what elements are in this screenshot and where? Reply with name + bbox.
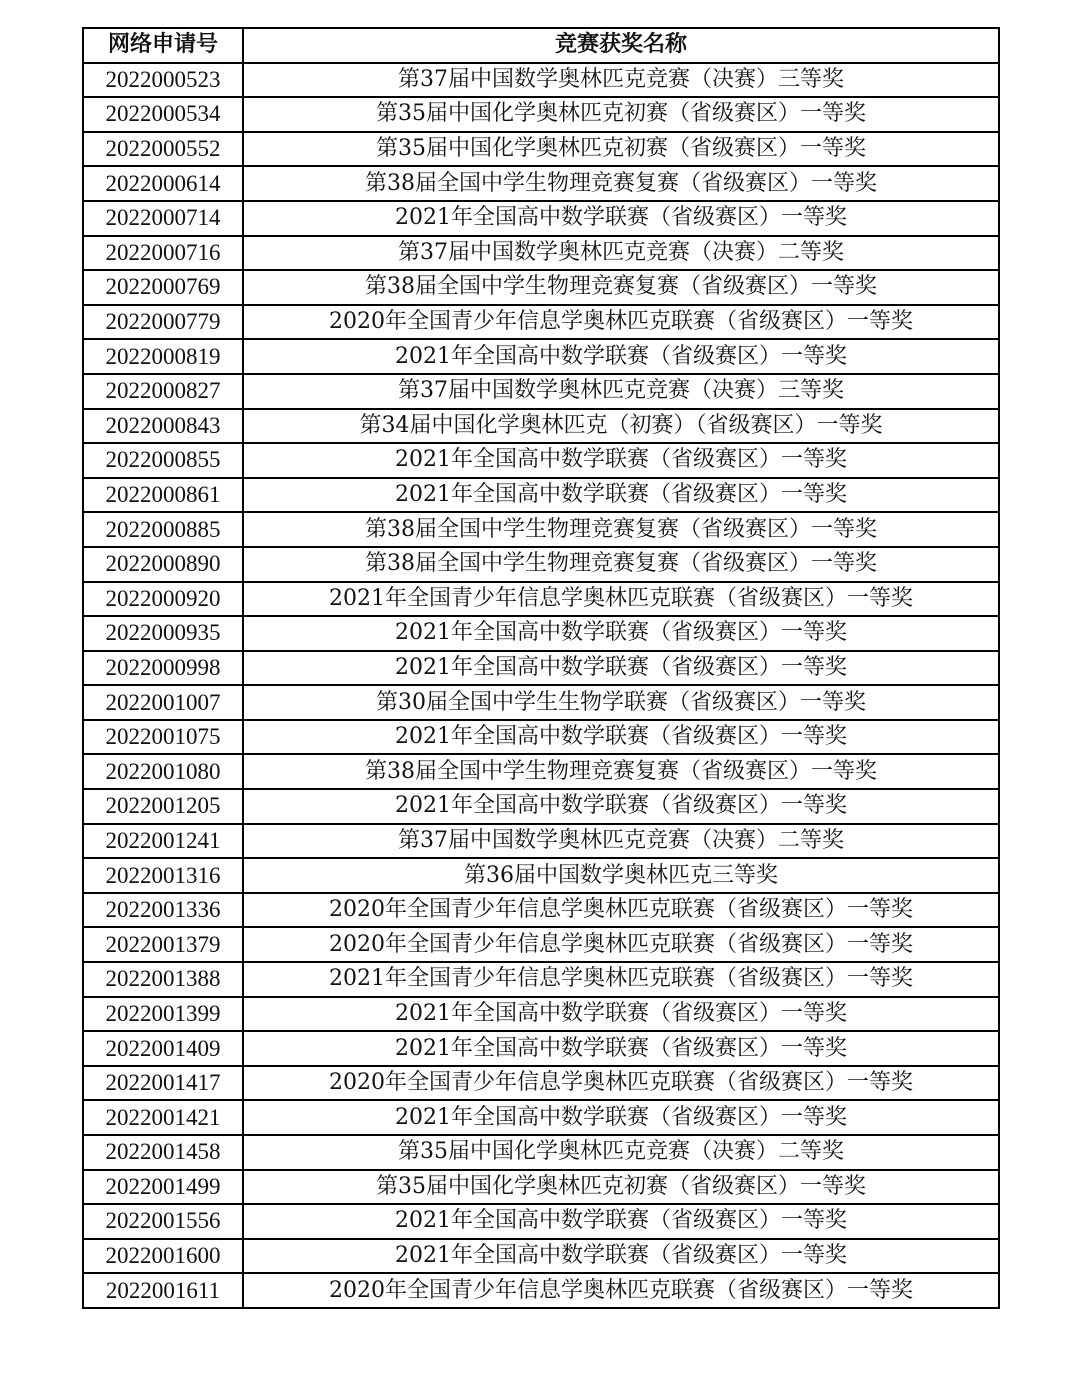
table-row [83, 824, 999, 859]
application-number-cell: 2022000714 [83, 201, 243, 236]
table-row [83, 927, 999, 962]
application-number-cell: 2022001388 [83, 962, 243, 997]
award-name-cell: 第38届全国中学生物理竞赛复赛（省级赛区）一等奖 [243, 512, 999, 547]
application-number-cell: 2022001336 [83, 893, 243, 928]
application-number-cell: 2022001075 [83, 720, 243, 755]
table-row [83, 305, 999, 340]
table-row [83, 270, 999, 305]
award-name-cell: 2021年全国高中数学联赛（省级赛区）一等奖 [243, 720, 999, 755]
table-row [83, 63, 999, 98]
application-number-cell: 2022001417 [83, 1066, 243, 1101]
table-row [83, 339, 999, 374]
table-row [83, 1239, 999, 1274]
table-body [83, 63, 999, 1308]
award-name-cell: 2021年全国高中数学联赛（省级赛区）一等奖 [243, 997, 999, 1032]
application-number-cell: 2022001080 [83, 754, 243, 789]
award-name-cell: 2021年全国高中数学联赛（省级赛区）一等奖 [243, 201, 999, 236]
column-header-application-number: 网络申请号 [83, 28, 243, 63]
award-name-cell: 2020年全国青少年信息学奥林匹克联赛（省级赛区）一等奖 [243, 1066, 999, 1101]
application-number-cell: 2022000885 [83, 512, 243, 547]
award-name-cell: 第37届中国数学奥林匹克竞赛（决赛）二等奖 [243, 824, 999, 859]
award-name-cell: 第30届全国中学生生物学联赛（省级赛区）一等奖 [243, 685, 999, 720]
application-number-cell: 2022001007 [83, 685, 243, 720]
table-row [83, 893, 999, 928]
table-row [83, 1031, 999, 1066]
award-name-cell: 2020年全国青少年信息学奥林匹克联赛（省级赛区）一等奖 [243, 893, 999, 928]
award-name-cell: 2020年全国青少年信息学奥林匹克联赛（省级赛区）一等奖 [243, 305, 999, 340]
application-number-cell: 2022000523 [83, 63, 243, 98]
application-number-cell: 2022000861 [83, 478, 243, 513]
table-row [83, 858, 999, 893]
table-row [83, 582, 999, 617]
table-row [83, 201, 999, 236]
application-number-cell: 2022000769 [83, 270, 243, 305]
award-name-cell: 第38届全国中学生物理竞赛复赛（省级赛区）一等奖 [243, 270, 999, 305]
award-table [82, 27, 1000, 1309]
award-name-cell: 2021年全国高中数学联赛（省级赛区）一等奖 [243, 1204, 999, 1239]
award-name-cell: 第37届中国数学奥林匹克竞赛（决赛）二等奖 [243, 236, 999, 271]
application-number-cell: 2022000552 [83, 132, 243, 167]
application-number-cell: 2022000827 [83, 374, 243, 409]
table-row [83, 616, 999, 651]
award-name-cell: 2021年全国高中数学联赛（省级赛区）一等奖 [243, 651, 999, 686]
award-name-cell: 第36届中国数学奥林匹克三等奖 [243, 858, 999, 893]
application-number-cell: 2022000843 [83, 409, 243, 444]
award-name-cell: 第35届中国化学奥林匹克初赛（省级赛区）一等奖 [243, 97, 999, 132]
table-row [83, 132, 999, 167]
application-number-cell: 2022001241 [83, 824, 243, 859]
application-number-cell: 2022000614 [83, 166, 243, 201]
table-row [83, 478, 999, 513]
table-row [83, 1135, 999, 1170]
table-row [83, 789, 999, 824]
table-row [83, 374, 999, 409]
table-row [83, 409, 999, 444]
application-number-cell: 2022001205 [83, 789, 243, 824]
award-name-cell: 第38届全国中学生物理竞赛复赛（省级赛区）一等奖 [243, 166, 999, 201]
award-name-cell: 2021年全国高中数学联赛（省级赛区）一等奖 [243, 789, 999, 824]
application-number-cell: 2022001600 [83, 1239, 243, 1274]
application-number-cell: 2022000716 [83, 236, 243, 271]
application-number-cell: 2022000998 [83, 651, 243, 686]
application-number-cell: 2022000819 [83, 339, 243, 374]
table-row [83, 97, 999, 132]
table-row [83, 1204, 999, 1239]
application-number-cell: 2022000920 [83, 582, 243, 617]
table-row [83, 1273, 999, 1308]
award-name-cell: 2021年全国高中数学联赛（省级赛区）一等奖 [243, 478, 999, 513]
award-name-cell: 2021年全国高中数学联赛（省级赛区）一等奖 [243, 339, 999, 374]
table-row [83, 443, 999, 478]
column-header-award-name: 竞赛获奖名称 [243, 28, 999, 63]
application-number-cell: 2022000935 [83, 616, 243, 651]
award-name-cell: 2021年全国高中数学联赛（省级赛区）一等奖 [243, 443, 999, 478]
table-row [83, 236, 999, 271]
table-row [83, 547, 999, 582]
award-name-cell: 2021年全国高中数学联赛（省级赛区）一等奖 [243, 1239, 999, 1274]
table-row [83, 720, 999, 755]
application-number-cell: 2022001556 [83, 1204, 243, 1239]
table-row [83, 512, 999, 547]
application-number-cell: 2022001379 [83, 927, 243, 962]
application-number-cell: 2022001399 [83, 997, 243, 1032]
table-row [83, 1066, 999, 1101]
award-name-cell: 第35届中国化学奥林匹克初赛（省级赛区）一等奖 [243, 132, 999, 167]
application-number-cell: 2022000855 [83, 443, 243, 478]
application-number-cell: 2022001458 [83, 1135, 243, 1170]
award-name-cell: 第35届中国化学奥林匹克竞赛（决赛）二等奖 [243, 1135, 999, 1170]
application-number-cell: 2022001499 [83, 1170, 243, 1205]
application-number-cell: 2022001611 [83, 1273, 243, 1308]
application-number-cell: 2022000534 [83, 97, 243, 132]
award-name-cell: 2020年全国青少年信息学奥林匹克联赛（省级赛区）一等奖 [243, 1273, 999, 1308]
award-table-container [82, 27, 998, 1309]
table-row [83, 962, 999, 997]
application-number-cell: 2022001421 [83, 1100, 243, 1135]
award-name-cell: 第37届中国数学奥林匹克竞赛（决赛）三等奖 [243, 63, 999, 98]
table-row [83, 685, 999, 720]
award-name-cell: 2021年全国青少年信息学奥林匹克联赛（省级赛区）一等奖 [243, 582, 999, 617]
award-name-cell: 2021年全国高中数学联赛（省级赛区）一等奖 [243, 616, 999, 651]
table-header-row [83, 28, 999, 63]
table-row [83, 651, 999, 686]
table-row [83, 997, 999, 1032]
award-name-cell: 第34届中国化学奥林匹克（初赛）（省级赛区）一等奖 [243, 409, 999, 444]
application-number-cell: 2022001316 [83, 858, 243, 893]
table-row [83, 1170, 999, 1205]
award-name-cell: 第38届全国中学生物理竞赛复赛（省级赛区）一等奖 [243, 754, 999, 789]
award-name-cell: 2021年全国高中数学联赛（省级赛区）一等奖 [243, 1031, 999, 1066]
award-name-cell: 第35届中国化学奥林匹克初赛（省级赛区）一等奖 [243, 1170, 999, 1205]
award-name-cell: 2021年全国高中数学联赛（省级赛区）一等奖 [243, 1100, 999, 1135]
table-row [83, 166, 999, 201]
award-name-cell: 2021年全国青少年信息学奥林匹克联赛（省级赛区）一等奖 [243, 962, 999, 997]
application-number-cell: 2022001409 [83, 1031, 243, 1066]
award-name-cell: 第38届全国中学生物理竞赛复赛（省级赛区）一等奖 [243, 547, 999, 582]
table-row [83, 1100, 999, 1135]
application-number-cell: 2022000890 [83, 547, 243, 582]
application-number-cell: 2022000779 [83, 305, 243, 340]
award-name-cell: 第37届中国数学奥林匹克竞赛（决赛）三等奖 [243, 374, 999, 409]
award-name-cell: 2020年全国青少年信息学奥林匹克联赛（省级赛区）一等奖 [243, 927, 999, 962]
table-row [83, 754, 999, 789]
